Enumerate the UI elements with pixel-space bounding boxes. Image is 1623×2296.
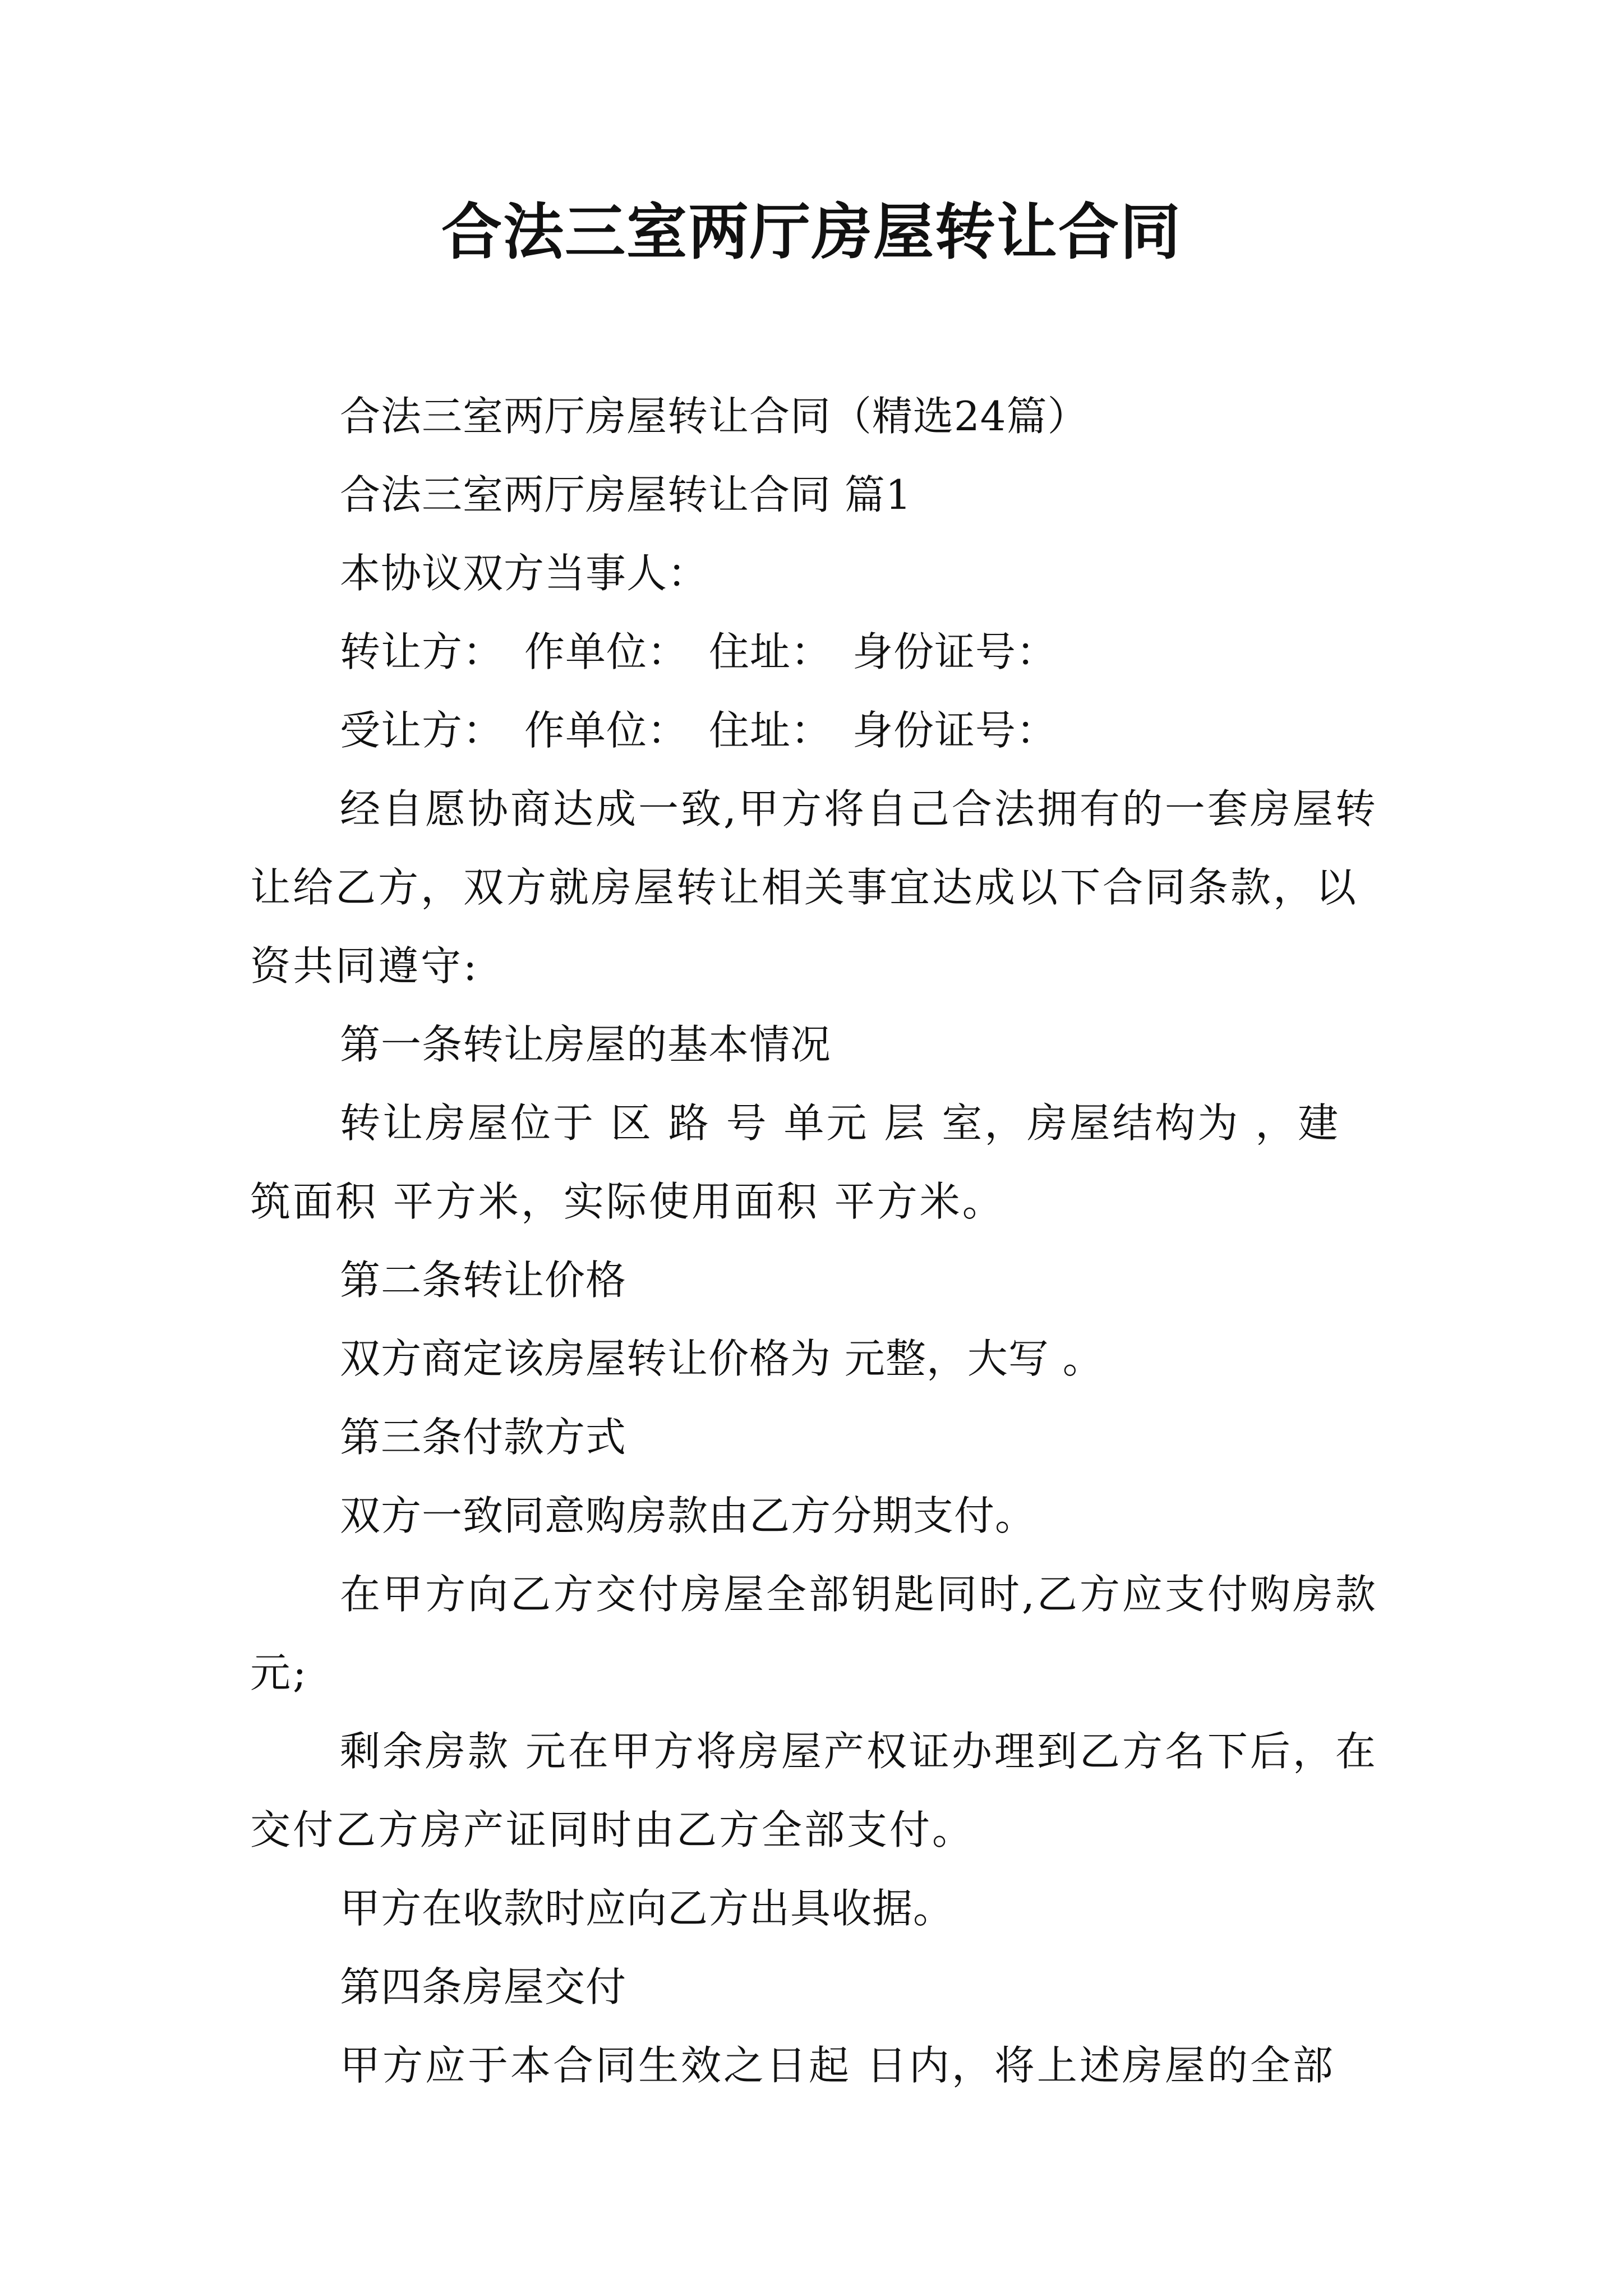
article-4-heading: 第四条房屋交付 (340, 1963, 627, 2010)
paragraph-preamble: 经自愿协商达成一致,甲方将自己合法拥有的一套房屋转让给乙方，双方就房屋转让相关事宜达成以下合同条款，以资共同遵守: (250, 785, 1378, 990)
article-3-body-4: 甲方在收款时应向乙方出具收据。 (340, 1885, 955, 1932)
article-3-body-1: 双方一致同意购房款由乙方分期支付。 (340, 1492, 1036, 1539)
paragraph-parties-intro: 本协议双方当事人： (340, 550, 709, 597)
document-title: 合法三室两厅房屋转让合同 (441, 197, 1182, 268)
paragraph-transferor: 转让方： 作单位： 住址： 身份证号： (340, 628, 1058, 675)
paragraph-transferee: 受让方： 作单位： 住址： 身份证号： (340, 707, 1058, 754)
article-4-body: 甲方应于本合同生效之日起 日内，将上述房屋的全部 (340, 2042, 1335, 2089)
article-3-body-2: 在甲方向乙方交付房屋全部钥匙同时,乙方应支付购房款 元; (250, 1571, 1393, 1696)
article-1-body: 转让房屋位于 区 路 号 单元 层 室，房屋结构为 ，建筑面积 平方米，实际使用面积 平方米。 (250, 1099, 1341, 1225)
article-3-heading: 第三条付款方式 (340, 1414, 627, 1461)
paragraph-subtitle: 合法三室两厅房屋转让合同（精选24篇） (340, 393, 1089, 440)
paragraph-section-heading: 合法三室两厅房屋转让合同 篇1 (340, 471, 912, 518)
article-1-heading: 第一条转让房屋的基本情况 (340, 1021, 832, 1068)
document-body (250, 377, 1393, 2105)
article-2-heading: 第二条转让价格 (340, 1257, 627, 1304)
article-2-body: 双方商定该房屋转让价格为 元整，大写 。 (340, 1335, 1104, 1382)
article-3-body-3: 剩余房款 元在甲方将房屋产权证办理到乙方名下后，在交付乙方房产证同时由乙方全部支付。 (250, 1728, 1378, 1853)
